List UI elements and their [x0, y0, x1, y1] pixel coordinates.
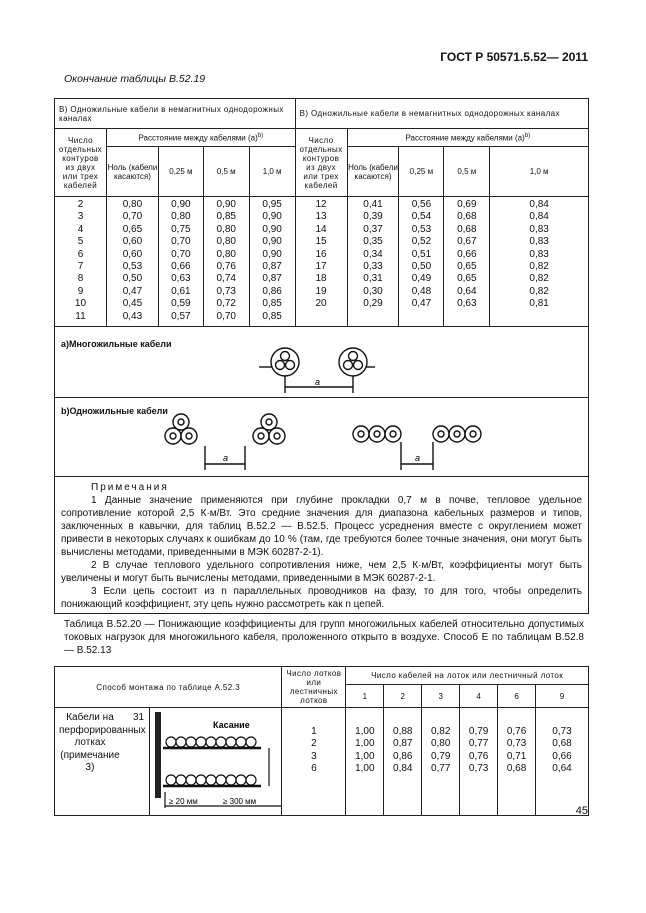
table-cell-value: 19: [315, 285, 327, 297]
table-cell-value: 0,71: [506, 750, 527, 762]
note-3: 3 Если цепь состоит из n параллельных проводников на фазу, то для того, чтобы определить понижающий коэффициент, эту цепь нужно рассмотреть как n цепей.: [61, 586, 582, 610]
table-cell-value: 0,37: [363, 223, 383, 235]
table-cell-value: 0,88: [393, 726, 413, 737]
gap-20-label: ≥ 20 мм: [169, 797, 198, 806]
table-cell-value: 0,82: [430, 726, 451, 737]
col-c4: [460, 708, 498, 816]
diagram-multicore: [55, 327, 589, 398]
table-cell-value: 0,70: [171, 236, 191, 248]
table-cell-value: 0,80: [216, 223, 236, 235]
table-cell-value: 0,80: [122, 199, 143, 210]
col-025-right: [399, 197, 444, 327]
table-cell-value: 0,86: [393, 750, 413, 762]
table-cell-value: 0,82: [529, 285, 549, 297]
table-cell-value: 0,84: [393, 763, 413, 775]
table-cell-value: 0,65: [457, 260, 477, 272]
table-cell-value: 0,53: [411, 223, 432, 235]
table-b52-20: [54, 666, 589, 816]
table-cell-value: 0,90: [262, 248, 282, 260]
table-cell-value: 0,30: [363, 285, 383, 297]
table-cell-value: 9: [77, 285, 84, 297]
table-cell-value: 18: [315, 273, 327, 285]
table-cell-value: 7: [77, 260, 84, 272]
table-cell-value: 0,51: [411, 248, 432, 260]
table-cell-value: 0,39: [363, 211, 383, 223]
row-ref: 31: [133, 712, 145, 723]
table-cell-value: 0,87: [262, 260, 282, 272]
subhdr-025-left: 0,25 м: [158, 147, 203, 197]
table-cell-value: 0,83: [529, 236, 549, 248]
table-cell-value: 0,79: [468, 726, 489, 737]
table-cell-value: 0,66: [552, 750, 572, 762]
table-cell-value: 0,73: [552, 726, 572, 737]
table-cell-value: 0,33: [363, 260, 383, 272]
table-cell-value: 11: [75, 310, 86, 322]
circuit-count-3: 3: [422, 685, 460, 708]
table-cell-value: 16: [315, 248, 327, 260]
table-cell-value: 1,00: [355, 726, 375, 737]
table-cell-value: 0,80: [171, 211, 191, 223]
table-cell-value: 0,80: [216, 236, 236, 248]
table-cell-value: 10: [74, 298, 87, 310]
page-number: 45: [575, 805, 588, 817]
subhdr-10-right: 1,0 м: [490, 147, 589, 197]
table-cell-value: 1,00: [355, 750, 375, 762]
distance-header-left: Расстояние между кабелями $(а)^{b)}$: [106, 129, 295, 147]
distance-header-right: Расстояние между кабелями $(а)^{b)}$: [347, 129, 588, 147]
table-cell-value: 0,35: [363, 236, 383, 248]
multicore-cables-figure: [55, 327, 588, 397]
table-cell-value: 0,85: [262, 298, 282, 310]
col-c9: [536, 708, 589, 816]
subhdr-zero-right: Ноль (кабели касаются): [347, 147, 399, 197]
table-cell-value: 0,90: [171, 199, 191, 210]
table-cell-value: 0,69: [457, 199, 477, 210]
table-cell-value: 0,56: [411, 199, 432, 210]
table-cell-value: 0,68: [506, 763, 527, 775]
table-cell-value: 20: [315, 298, 327, 310]
table-cell-value: 2: [77, 199, 84, 210]
table-cell-value: 4: [77, 223, 84, 235]
table-cell-value: 0,80: [430, 738, 451, 750]
table-cell-value: 0,45: [122, 298, 143, 310]
table-cell-value: 0,59: [171, 298, 191, 310]
table-cell-value: 17: [315, 260, 327, 272]
table-cell-value: 0,90: [262, 223, 282, 235]
table-cell-value: 0,64: [457, 285, 477, 297]
table-cell-value: 0,49: [411, 273, 432, 285]
table-cell-value: 0,31: [363, 273, 383, 285]
method-header: Способ монтажа по таблице А.52.3: [55, 667, 282, 708]
table-cell-value: 0,54: [411, 211, 432, 223]
subhdr-025-right: 0,25 м: [399, 147, 444, 197]
table-cell-value: 8: [77, 273, 84, 285]
trays-header: Число лотков или лестничных лотков: [282, 667, 346, 708]
circuit-count-4: 4: [460, 685, 498, 708]
table-cell-value: 0,90: [216, 199, 236, 210]
table-cell-value: 0,81: [529, 298, 549, 310]
table-cell-value: 6: [77, 248, 84, 260]
table-cell-value: 3: [77, 211, 84, 223]
table-cell-value: 0,63: [171, 273, 191, 285]
table-cell-value: 0,85: [216, 211, 236, 223]
table-cell-value: 0,70: [216, 310, 236, 322]
col-025-left: [158, 197, 203, 327]
table-cell-value: 0,47: [122, 285, 143, 297]
section-title-right: В) Одножильные кабели в немагнитных однодорожных каналах: [295, 99, 588, 129]
col-counts-left: [55, 197, 107, 327]
table-cell-value: 0,77: [430, 763, 451, 775]
table-cell-value: 0,76: [468, 750, 489, 762]
circuit-count-2: 2: [384, 685, 422, 708]
table-cell-value: 2: [311, 738, 317, 750]
table-cell-value: 0,60: [122, 236, 143, 248]
table-cell-value: 0,72: [216, 298, 236, 310]
col-c3: [422, 708, 460, 816]
table-cell-value: 0,50: [122, 273, 143, 285]
subhdr-zero-left: Ноль (кабели касаются): [106, 147, 158, 197]
table-caption: Окончание таблицы В.52.19: [64, 73, 206, 85]
table-cell-value: 0,47: [411, 298, 432, 310]
dim-label-a: a: [223, 453, 229, 463]
diagram-a-label: a)Многожильные кабели: [61, 339, 172, 349]
table-cell-value: 0,50: [411, 260, 432, 272]
table-cell-value: 0,87: [393, 738, 413, 750]
table-cell-value: 0,95: [262, 199, 282, 210]
table-cell-value: 0,41: [363, 199, 383, 210]
table-cell-value: 0,76: [506, 726, 527, 737]
table-cell-value: 0,85: [262, 310, 282, 322]
table-cell-value: 0,68: [457, 223, 477, 235]
subhdr-05-right: 0,5 м: [444, 147, 490, 197]
table-cell-value: 0,34: [363, 248, 383, 260]
table-cell-value: 0,73: [468, 763, 489, 775]
table-cell-value: 0,80: [216, 248, 236, 260]
table-cell-value: 0,66: [171, 260, 191, 272]
table-cell-value: 0,76: [216, 260, 236, 272]
table-cell-value: 0,66: [457, 248, 477, 260]
col-zero-right: [347, 197, 399, 327]
tray-cables-figure: [151, 708, 291, 816]
table-cell-value: 0,64: [552, 763, 572, 775]
table-cell-value: 0,82: [529, 273, 549, 285]
circuit-count-9: 9: [536, 685, 589, 708]
count-header-left: Число отдельных контуров из двух или трех кабелей: [55, 129, 107, 197]
count-header-right: Число отдельных контуров из двух или трех кабелей: [295, 129, 347, 197]
table-cell-value: 1: [311, 726, 317, 737]
table-cell-value: 0,52: [411, 236, 432, 248]
row-label: Кабели на перфорированных лотках (примечание 3): [59, 712, 146, 773]
table-cell-value: 1,00: [355, 763, 375, 775]
subhdr-05-left: 0,5 м: [203, 147, 249, 197]
table-cell-value: 12: [315, 199, 327, 210]
subhdr-10-left: 1,0 м: [249, 147, 295, 197]
gap-300-label: ≥ 300 мм: [223, 797, 257, 806]
table-cell-value: 0,79: [430, 750, 451, 762]
table-cell-value: 0,65: [122, 223, 143, 235]
table-cell-value: 0,65: [457, 273, 477, 285]
col-trays: [282, 708, 346, 816]
note-2: 2 В случае теплового удельного сопротивления ниже, чем 2,5 К·м/Вт, коэффициенты могут быть увеличены и могут быть вычислены методами, приведенными в МЭК 60287-2-1.: [61, 560, 582, 584]
col-10-left: [249, 197, 295, 327]
table-cell-value: 0,68: [552, 738, 572, 750]
note-1: 1 Данные значение применяются при глубине прокладки 0,7 м в почве, тепловое удельное сопротивление которой 2,5 К·м/Вт. Это средние значения для диапазона кабельных размеров и типов, заключенных в кавычки, для таблиц В.52.2 — В.52.5. Процесс усреднения вместе с округлением может привести в некоторых случаях к ошибкам до 10 % (там, где требуются более точные значения, они могут быть вычислены методами, приведенными в МЭК 60287-2-1).: [61, 495, 582, 558]
col-zero-left: [106, 197, 158, 327]
method-cell: [55, 708, 282, 816]
dim-label-a: a: [415, 453, 421, 463]
table-cell-value: 5: [77, 236, 84, 248]
col-counts-right: [295, 197, 347, 327]
table-cell-value: 0,90: [262, 211, 282, 223]
notes-block: [55, 477, 589, 614]
table-cell-value: 0,68: [457, 211, 477, 223]
diagram-b-label: b)Одножильные кабели: [61, 406, 168, 416]
table-cell-value: 0,82: [529, 260, 549, 272]
table-cell-value: 0,48: [411, 285, 432, 297]
table-cell-value: 0,57: [171, 310, 191, 322]
table-cell-value: 0,53: [122, 260, 143, 272]
table-b52-19: [54, 98, 589, 614]
table-cell-value: 0,70: [171, 248, 191, 260]
table-cell-value: 15: [315, 236, 327, 248]
table-cell-value: 13: [315, 211, 327, 223]
table-cell-value: 0,86: [262, 285, 282, 297]
table-cell-value: 0,73: [216, 285, 236, 297]
circuit-count-1: 1: [346, 685, 384, 708]
table-cell-value: 6: [311, 763, 317, 775]
dim-label-a: a: [315, 377, 321, 387]
col-c6: [498, 708, 536, 816]
notes-title: Примечания: [91, 482, 169, 493]
col-05-right: [444, 197, 490, 327]
table-cell-value: 0,87: [262, 273, 282, 285]
table-cell-value: 0,84: [529, 199, 549, 210]
table-cell-value: 0,75: [171, 223, 191, 235]
touch-label: Касание: [213, 720, 250, 730]
table-cell-value: 0,67: [457, 236, 477, 248]
table-cell-value: 0,83: [529, 248, 549, 260]
table-cell-value: 0,43: [122, 310, 143, 322]
table-cell-value: 0,29: [363, 298, 383, 310]
table-cell-value: 0,70: [122, 211, 143, 223]
circuit-count-6: 6: [498, 685, 536, 708]
col-c1: [346, 708, 384, 816]
table-cell-value: 0,73: [506, 738, 527, 750]
table-cell-value: 0,63: [457, 298, 477, 310]
standard-header: ГОСТ Р 50571.5.52— 2011: [440, 50, 588, 64]
col-05-left: [203, 197, 249, 327]
table-cell-value: 0,74: [216, 273, 236, 285]
table-cell-value: 1,00: [355, 738, 375, 750]
table-cell-value: 0,61: [171, 285, 191, 297]
col-10-right: [490, 197, 589, 327]
table-cell-value: 0,90: [262, 236, 282, 248]
table-cell-value: 14: [315, 223, 327, 235]
table-cell-value: 0,60: [122, 248, 143, 260]
table-cell-value: 0,84: [529, 211, 549, 223]
table-cell-value: 3: [311, 750, 317, 762]
circuits-header: Число кабелей на лоток или лестничный лоток: [346, 667, 589, 685]
col-c2: [384, 708, 422, 816]
table-cell-value: 0,77: [468, 738, 489, 750]
table-cell-value: 0,83: [529, 223, 549, 235]
section-title-left: В) Одножильные кабели в немагнитных однодорожных каналах: [55, 99, 296, 129]
table2-caption: Таблица В.52.20 — Понижающие коэффициенты для групп многожильных кабелей относительно допустимых токовых нагрузок для многожильного кабеля, проложенного открыто в воздухе. Способ Е по таблицам В.52.8 — В.52.13: [64, 619, 584, 656]
diagram-singlecore: [55, 398, 589, 477]
